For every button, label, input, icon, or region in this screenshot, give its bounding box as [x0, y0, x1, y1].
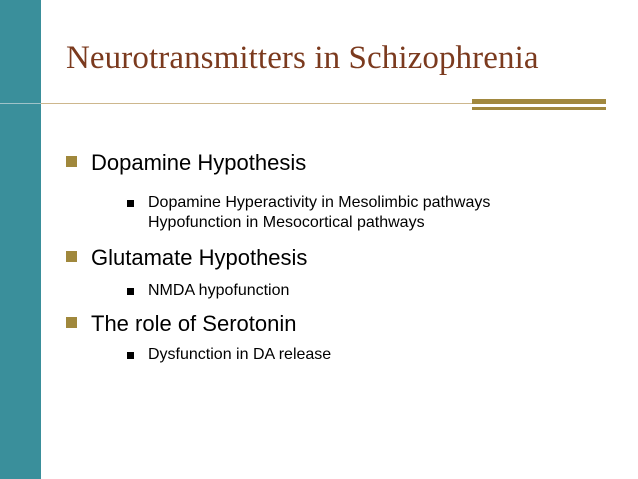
- slide-title: Neurotransmitters in Schizophrenia: [66, 40, 539, 76]
- sub-bullet-text-line1: Dopamine Hyperactivity in Mesolimbic pathways: [148, 194, 491, 211]
- square-bullet-icon: [127, 288, 134, 295]
- left-accent-bar: [0, 0, 41, 479]
- sub-bullet-text: Dysfunction in DA release: [148, 346, 332, 363]
- square-bullet-icon: [127, 200, 134, 207]
- sub-bullet-text-line2: Hypofunction in Mesocortical pathways: [148, 214, 425, 231]
- bullet-item: [66, 311, 296, 337]
- gold-accent-rule-bottom: [472, 107, 606, 110]
- sub-bullet-text: NMDA hypofunction: [148, 282, 290, 299]
- bullet-label: Dopamine Hypothesis: [91, 150, 307, 175]
- gold-accent-rule-top: [472, 99, 606, 104]
- title-divider-left: [0, 103, 41, 104]
- square-bullet-icon: [66, 251, 77, 262]
- bullet-label: Glutamate Hypothesis: [91, 245, 308, 270]
- square-bullet-icon: [66, 317, 77, 328]
- bullet-label: The role of Serotonin: [91, 311, 297, 336]
- bullet-item: [66, 245, 307, 271]
- square-bullet-icon: [66, 156, 77, 167]
- square-bullet-icon: [127, 352, 134, 359]
- bullet-item: [66, 150, 306, 176]
